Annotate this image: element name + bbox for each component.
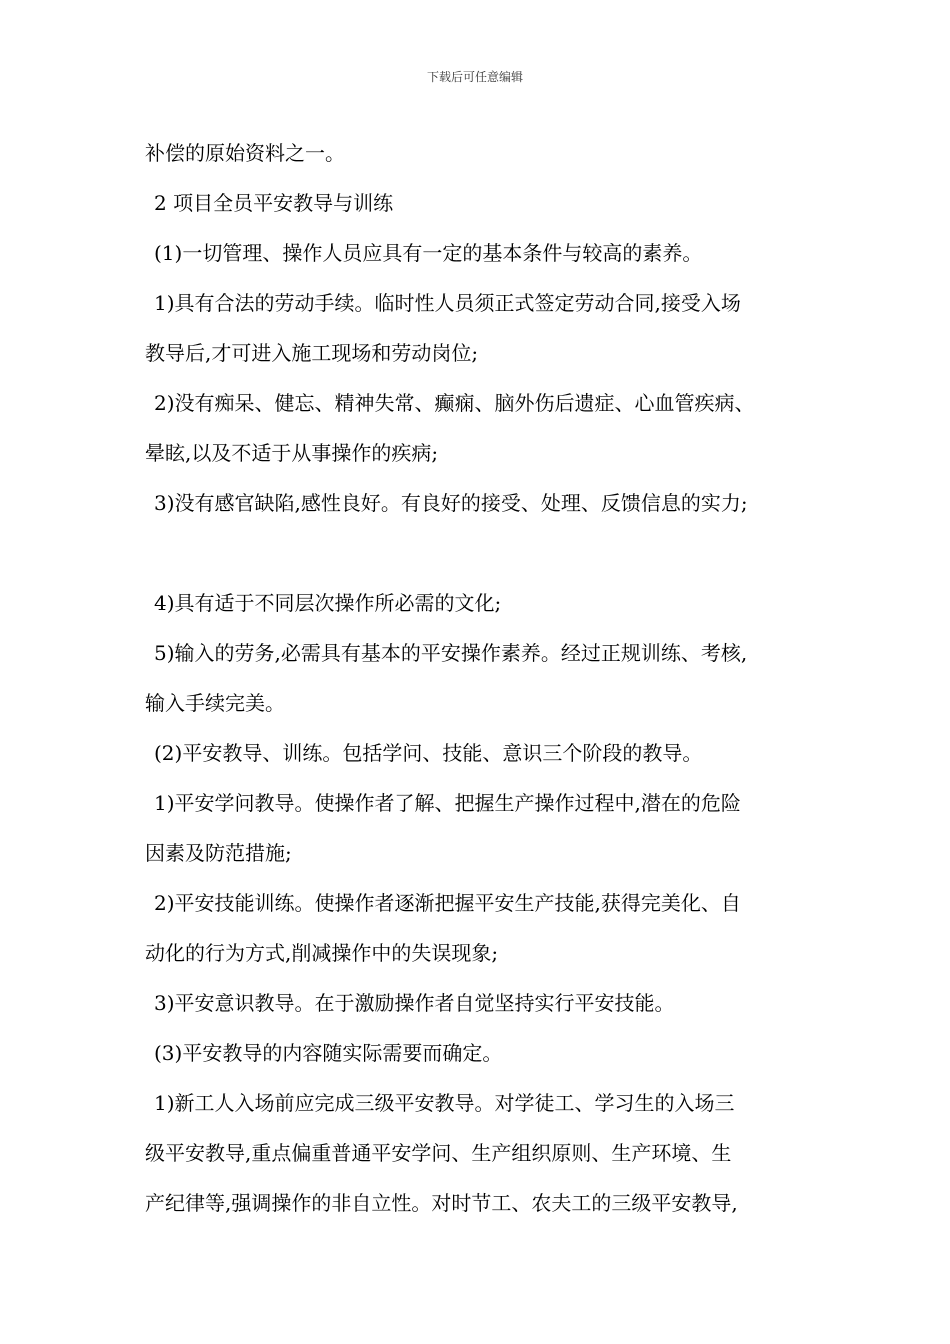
text-line: 5)输入的劳务,必需具有基本的平安操作素养。经过正规训练、考核, [154, 641, 748, 665]
text-line: 1)具有合法的劳动手续。临时性人员须正式签定劳动合同,接受入场 [154, 291, 741, 315]
text-line: (3)平安教导的内容随实际需要而确定。 [154, 1041, 503, 1065]
text-line: 1)平安学问教导。使操作者了解、把握生产操作过程中,潜在的危险 [154, 791, 741, 815]
text-line: 输入手续完美。 [145, 691, 285, 715]
text-line: 补偿的原始资料之一。 [145, 141, 345, 165]
text-line: (1)一切管理、操作人员应具有一定的基本条件与较高的素养。 [154, 241, 703, 265]
text-line: 3)没有感官缺陷,感性良好。有良好的接受、处理、反馈信息的实力; [154, 491, 748, 515]
page-header: 下载后可任意编辑 [426, 70, 523, 84]
text-line: 因素及防范措施; [145, 841, 292, 865]
text-line: 晕眩,以及不适于从事操作的疾病; [145, 441, 439, 465]
text-line: 1)新工人入场前应完成三级平安教导。对学徒工、学习生的入场三 [154, 1091, 735, 1115]
section-heading: 2 项目全员平安教导与训练 [154, 191, 394, 215]
text-line: 2)平安技能训练。使操作者逐渐把握平安生产技能,获得完美化、自 [154, 891, 741, 915]
text-line: 级平安教导,重点偏重普通平安学问、生产组织原则、生产环境、生 [145, 1141, 732, 1165]
text-line: 3)平安意识教导。在于激励操作者自觉坚持实行平安技能。 [154, 991, 675, 1015]
text-line: 2)没有痴呆、健忘、精神失常、癫痫、脑外伤后遗症、心血管疾病、 [154, 391, 755, 415]
blank-line [145, 528, 825, 578]
document-body [145, 128, 825, 1228]
text-line: 4)具有适于不同层次操作所必需的文化; [154, 591, 502, 615]
text-line: (2)平安教导、训练。包括学问、技能、意识三个阶段的教导。 [154, 741, 703, 765]
text-line: 产纪律等,强调操作的非自立性。对时节工、农夫工的三级平安教导, [145, 1191, 738, 1215]
text-line: 动化的行为方式,削减操作中的失误现象; [145, 941, 499, 965]
text-line: 教导后,才可进入施工现场和劳动岗位; [145, 341, 479, 365]
